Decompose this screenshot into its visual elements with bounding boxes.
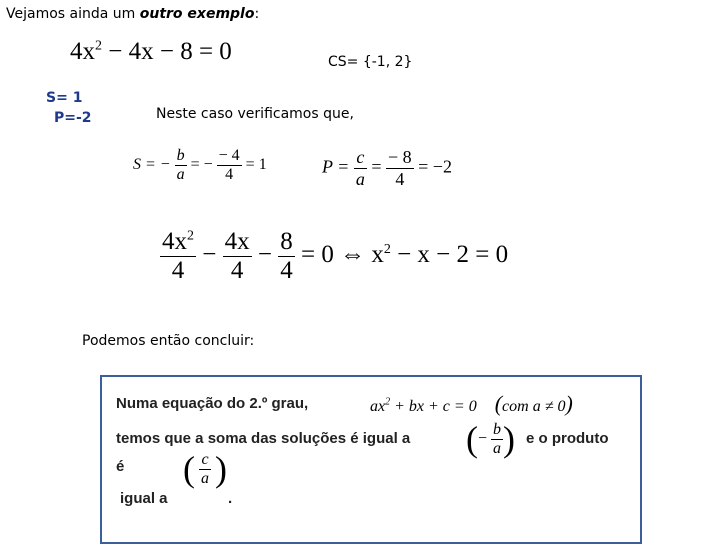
general-eq-rest: + bx + c = 0 — [390, 398, 477, 415]
fraction-numerator: − 4 — [218, 147, 240, 164]
fraction-8-over-4 — [278, 228, 295, 285]
operator-minus: − — [202, 241, 217, 269]
main-equation — [70, 38, 232, 66]
equivalence-rest: − x − 2 = 0 — [390, 241, 509, 269]
fraction-denominator: a — [176, 166, 185, 183]
sum-formula — [133, 147, 267, 184]
product-formula-result: = −2 — [418, 156, 452, 177]
intro-text — [6, 6, 259, 22]
fraction-numerator: 8 — [280, 228, 293, 255]
numerator-term: 4x — [162, 228, 187, 255]
sum-formula-mid: = − — [190, 156, 213, 174]
box-line-4: igual a — [120, 490, 168, 507]
main-eq-rest: − 4x − 8 = 0 — [102, 38, 232, 65]
fraction-minus8-over-4 — [386, 147, 414, 190]
paren-left: ( — [466, 419, 478, 459]
fraction-denominator: a — [355, 169, 365, 189]
fraction-denominator: a — [493, 439, 502, 457]
paren-right: ) — [565, 391, 573, 416]
product-formula — [322, 147, 452, 190]
fraction-numerator: c — [356, 147, 365, 167]
fraction-denominator: 4 — [395, 169, 405, 189]
fraction-numerator: c — [201, 450, 209, 468]
sum-expression — [466, 418, 515, 460]
fraction-numerator: b — [493, 420, 502, 438]
fraction-denominator: 4 — [280, 257, 293, 284]
condition-group — [494, 391, 573, 416]
fraction-numerator — [160, 228, 196, 256]
paren-left: ( — [183, 449, 195, 489]
equivalence-part: = 0 ⇔ x — [300, 241, 384, 269]
sum-formula-lhs: S = − — [133, 156, 171, 174]
fraction-denominator: a — [201, 469, 209, 487]
sum-formula-result: = 1 — [245, 156, 267, 174]
fraction-4x-over-4 — [223, 228, 252, 285]
general-equation — [370, 391, 573, 417]
fraction-denominator: 4 — [225, 166, 234, 183]
operator-minus: − — [257, 241, 272, 269]
fraction-b-over-a — [175, 147, 187, 184]
product-formula-mid: = — [371, 156, 386, 177]
box-line-1: Numa equação do 2.º grau, — [116, 395, 309, 412]
intro-suffix: : — [254, 6, 260, 22]
intro-emphasis: outro exemplo — [139, 6, 255, 22]
numerator-exponent: 2 — [187, 228, 194, 244]
sum-value: S= 1 — [46, 90, 83, 106]
box-period: . — [228, 490, 233, 507]
fraction-numerator: − 8 — [387, 147, 412, 167]
box-line-3: é — [116, 458, 125, 475]
product-expression — [183, 448, 227, 490]
paren-left: ( — [494, 391, 503, 416]
main-eq-term: 4x — [70, 38, 95, 65]
fraction-numerator: 4x — [224, 228, 250, 255]
fraction-c-over-a — [199, 451, 211, 488]
condition-text: com a ≠ 0 — [502, 398, 566, 415]
sum-sign: − — [478, 430, 488, 447]
equivalence-exponent: 2 — [383, 241, 391, 257]
general-eq-exponent: 2 — [385, 396, 391, 408]
fraction-minus4-over-4 — [217, 147, 242, 184]
general-eq-term: ax — [370, 398, 386, 415]
box-line-2: temos que a soma das soluções é igual a — [116, 430, 411, 447]
fraction-c-over-a — [354, 147, 367, 190]
neste-caso-text: Neste caso verificamos que, — [156, 106, 354, 122]
fraction-4x2-over-4 — [160, 228, 196, 285]
main-eq-exponent: 2 — [95, 38, 102, 54]
box-line-2-end: e o produto — [526, 430, 609, 447]
divided-equation — [160, 228, 508, 285]
fraction-b-over-a — [491, 421, 503, 458]
fraction-denominator: 4 — [171, 257, 185, 284]
paren-right: ) — [503, 419, 516, 459]
product-value: P=-2 — [54, 110, 92, 126]
fraction-denominator: 4 — [230, 257, 244, 284]
fraction-numerator: b — [176, 147, 185, 164]
solution-set: CS= {-1, 2} — [328, 54, 413, 70]
intro-prefix: Vejamos ainda um — [6, 6, 140, 22]
paren-right: ) — [215, 449, 227, 489]
conclusion-heading: Podemos então concluir: — [82, 333, 255, 349]
product-formula-lhs: P = — [322, 156, 354, 177]
